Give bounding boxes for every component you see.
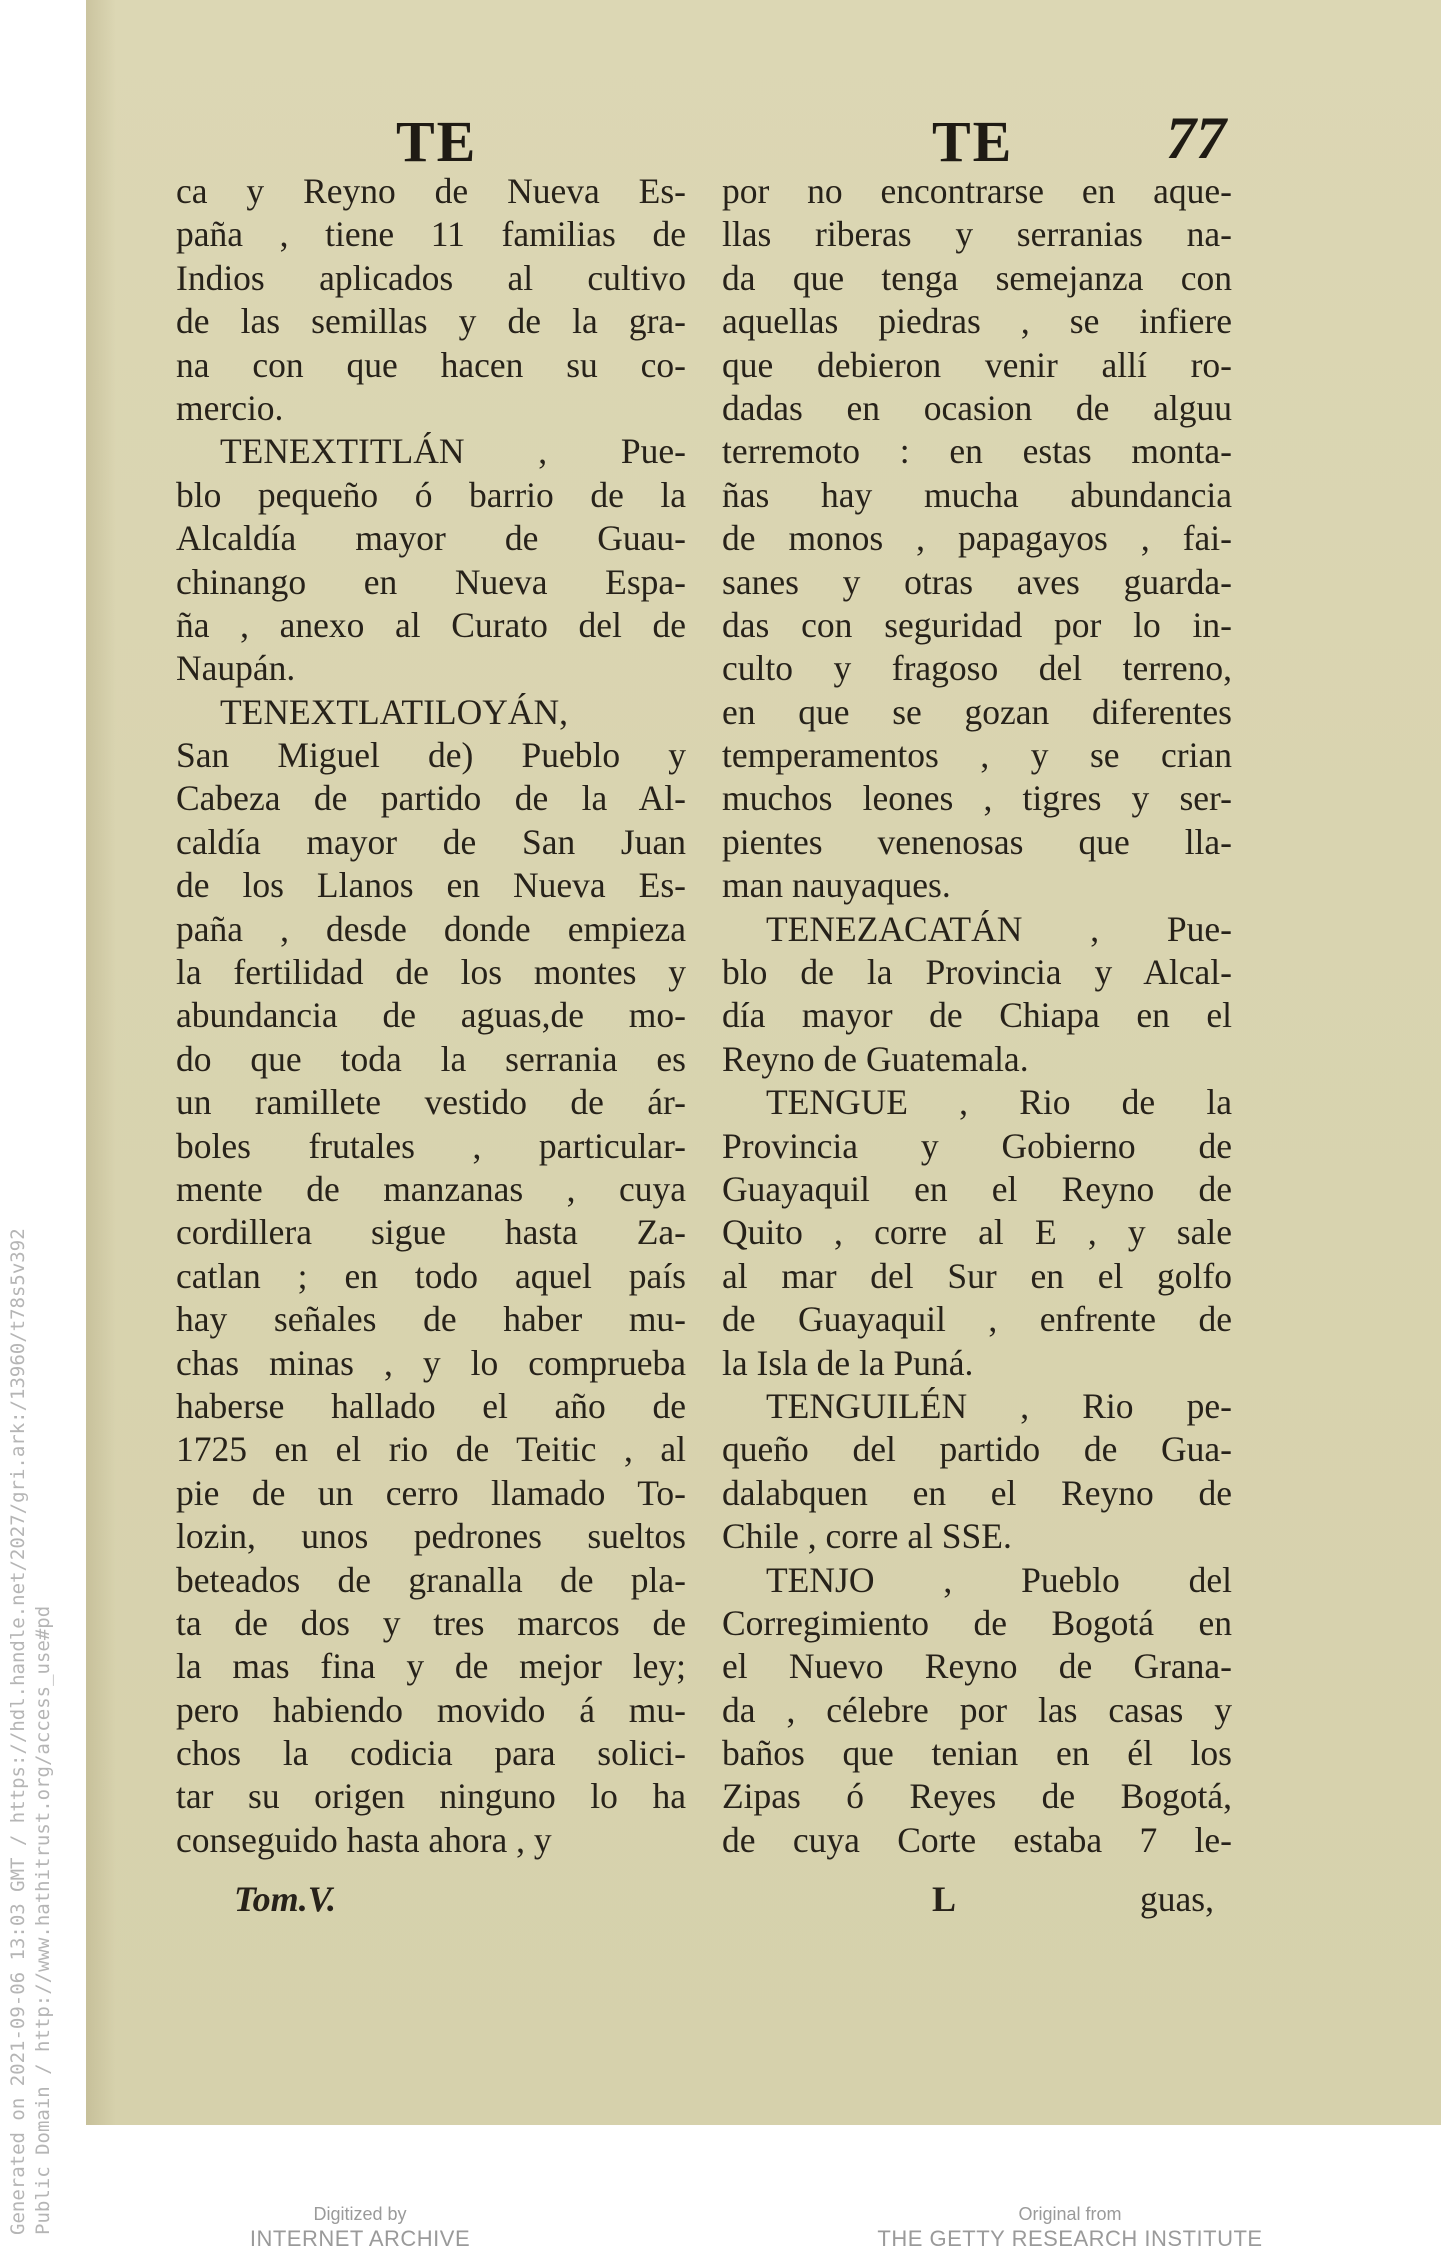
digitized-by-credit — [220, 2203, 500, 2253]
text-line: man nauyaques. — [722, 865, 951, 906]
watermark-line-1: Generated on 2021-09-06 13:03 GMT / https://hdl.handle.net/2027/gri.ark:/13960/t78s5v392 — [7, 1228, 29, 2235]
text-line: Provincia y Gobierno de — [722, 1125, 1232, 1166]
text-line: llas riberas y serranias na- — [722, 214, 1232, 255]
text-line: por no encontrarse en aque- — [722, 171, 1232, 211]
text-line: pie de un cerro llamado To- — [176, 1472, 686, 1513]
text-line: TENJO , Pueblo del — [766, 1559, 1232, 1600]
text-line: de Guayaquil , enfrente de — [722, 1299, 1232, 1340]
text-line: de los Llanos en Nueva Es- — [176, 865, 686, 906]
text-line: ta de dos y tres marcos de — [176, 1602, 686, 1643]
text-line: do que toda la serrania es — [176, 1038, 686, 1079]
text-line: el Nuevo Reyno de Grana- — [722, 1646, 1232, 1687]
volume-signature: Tom.V. — [234, 1879, 337, 1919]
text-line: conseguido hasta ahora , y — [176, 1819, 552, 1860]
text-line: chos la codicia para solici- — [176, 1733, 686, 1774]
original-from-label: Original from — [1018, 2204, 1122, 2224]
right-column — [722, 170, 1232, 1862]
text-line: queño del partido de Gua- — [722, 1429, 1232, 1470]
text-line: mente de manzanas , cuya — [176, 1168, 686, 1209]
text-line: ñas hay mucha abundancia — [722, 474, 1232, 515]
text-line: 1725 en el rio de Teitic , al — [176, 1429, 686, 1470]
gathering-signature: L — [932, 1879, 957, 1919]
text-line: paña , tiene 11 familias de — [176, 214, 686, 255]
text-line: chas minas , y lo comprueba — [176, 1342, 686, 1383]
text-line: boles frutales , particular- — [176, 1125, 686, 1166]
text-line: blo de la Provincia y Alcal- — [722, 952, 1232, 993]
getty-label: THE GETTY RESEARCH INSTITUTE — [877, 2226, 1263, 2251]
text-line: la fertilidad de los montes y — [176, 952, 686, 993]
text-line: que debieron venir allí ro- — [722, 344, 1232, 385]
running-head-left: TE — [396, 109, 478, 174]
text-line: día mayor de Chiapa en el — [722, 995, 1232, 1036]
text-line: tar su origen ninguno lo ha — [176, 1776, 686, 1817]
text-line: de monos , papagayos , fai- — [722, 518, 1232, 559]
text-line: TENEXTITLÁN , Pue- — [220, 431, 686, 472]
text-line: baños que tenian en él los — [722, 1733, 1232, 1774]
text-line: cordillera sigue hasta Za- — [176, 1212, 686, 1253]
text-line: dalabquen en el Reyno de — [722, 1472, 1232, 1513]
text-line: das con seguridad por lo in- — [722, 604, 1232, 645]
text-line: abundancia de aguas,de mo- — [176, 995, 686, 1036]
text-line: lozin, unos pedrones sueltos — [176, 1516, 686, 1557]
text-line: pientes venenosas que lla- — [722, 821, 1232, 862]
watermark-text — [6, 1228, 56, 2235]
text-line: la mas fina y de mejor ley; — [176, 1646, 686, 1687]
digitized-by-label: Digitized by — [313, 2204, 407, 2224]
text-line: de las semillas y de la gra- — [176, 301, 686, 342]
text-line: Chile , corre al SSE. — [722, 1516, 1012, 1557]
text-line: TENGUILÉN , Rio pe- — [766, 1385, 1232, 1426]
text-line: da que tenga semejanza con — [722, 257, 1232, 298]
internet-archive-label: INTERNET ARCHIVE — [249, 2226, 471, 2251]
text-line: TENEXTLATILOYÁN, — [220, 691, 569, 732]
running-head-right: TE — [932, 109, 1014, 174]
text-line: en que se gozan diferentes — [722, 691, 1232, 732]
text-line: Reyno de Guatemala. — [722, 1038, 1029, 1079]
text-line: Zipas ó Reyes de Bogotá, — [722, 1776, 1232, 1817]
text-line: al mar del Sur en el golfo — [722, 1255, 1232, 1296]
text-line: Quito , corre al E , y sale — [722, 1212, 1232, 1253]
text-line: dadas en ocasion de alguu — [722, 387, 1232, 428]
text-line: paña , desde donde empieza — [176, 908, 686, 949]
text-line: chinango en Nueva Espa- — [176, 561, 686, 602]
text-line: Naupán. — [176, 648, 296, 689]
text-line: Alcaldía mayor de Guau- — [176, 518, 686, 559]
text-line: ña , anexo al Curato del de — [176, 604, 686, 645]
original-from-credit — [870, 2203, 1270, 2253]
text-line: Corregimiento de Bogotá en — [722, 1602, 1232, 1643]
text-line: mercio. — [176, 387, 284, 428]
text-line: culto y fragoso del terreno, — [722, 648, 1232, 689]
catchword: guas, — [1140, 1879, 1214, 1919]
text-line: na con que hacen su co- — [176, 344, 686, 385]
text-line: Indios aplicados al cultivo — [176, 257, 686, 298]
text-line: la Isla de la Puná. — [722, 1342, 974, 1383]
text-line: Cabeza de partido de la Al- — [176, 778, 686, 819]
text-line: da , célebre por las casas y — [722, 1689, 1232, 1730]
text-line: de cuya Corte estaba 7 le- — [722, 1819, 1232, 1860]
text-line: Guayaquil en el Reyno de — [722, 1168, 1232, 1209]
text-line: un ramillete vestido de ár- — [176, 1082, 686, 1123]
text-line: TENGUE , Rio de la — [766, 1082, 1232, 1123]
hathitrust-watermark — [0, 0, 86, 2255]
text-line: catlan ; en todo aquel país — [176, 1255, 686, 1296]
text-line: aquellas piedras , se infiere — [722, 301, 1232, 342]
text-line: hay señales de haber mu- — [176, 1299, 686, 1340]
text-line: blo pequeño ó barrio de la — [176, 474, 686, 515]
text-line: terremoto : en estas monta- — [722, 431, 1232, 472]
text-line: caldía mayor de San Juan — [176, 821, 686, 862]
text-line: San Miguel de) Pueblo y — [176, 735, 686, 776]
text-line: muchos leones , tigres y ser- — [722, 778, 1232, 819]
left-column — [176, 170, 686, 1862]
text-line: sanes y otras aves guarda- — [722, 561, 1232, 602]
text-line: temperamentos , y se crian — [722, 735, 1232, 776]
text-line: beteados de granalla de pla- — [176, 1559, 686, 1600]
page-number: 77 — [1166, 105, 1226, 171]
watermark-line-2: Public Domain / http://www.hathitrust.org/access_use#pd — [32, 1605, 54, 2235]
text-line: haberse hallado el año de — [176, 1385, 686, 1426]
text-line: ca y Reyno de Nueva Es- — [176, 171, 686, 211]
text-line: TENEZACATÁN , Pue- — [766, 908, 1232, 949]
text-line: pero habiendo movido á mu- — [176, 1689, 686, 1730]
